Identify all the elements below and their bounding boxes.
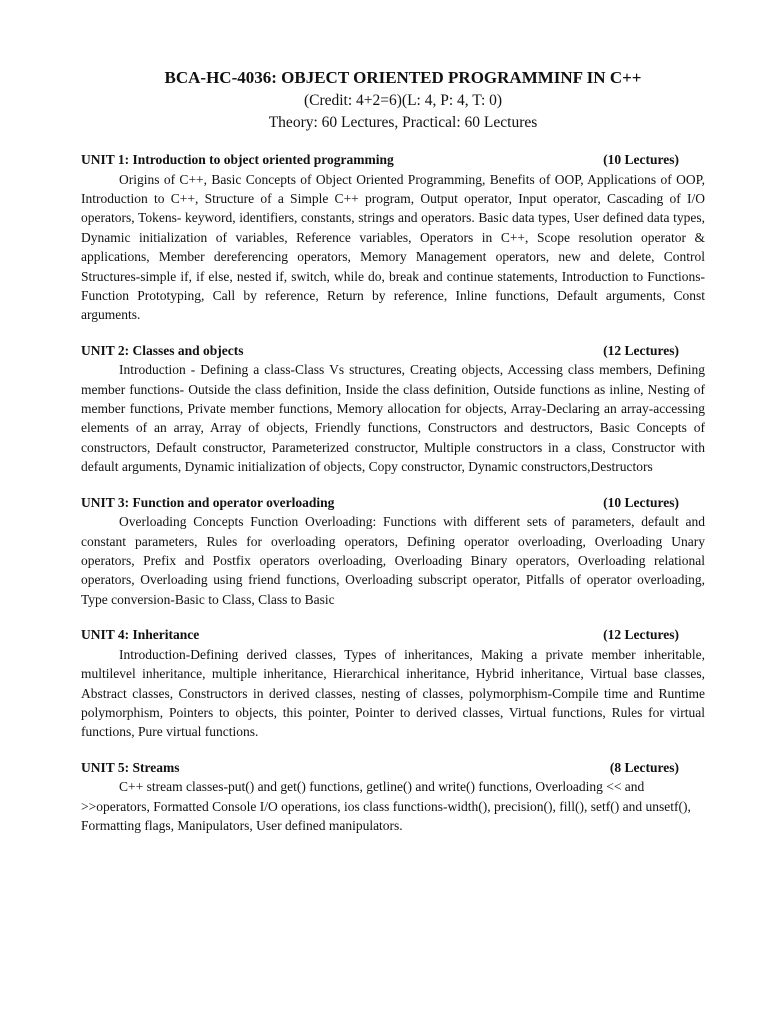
unit-1-body: Origins of C++, Basic Concepts of Object Oriented Programming, Benefits of OOP, Applications of OOP, Introduction to C++, Structure of a Simple C++ program, Output operator, Input operator, Cascading of I/O operators, Tokens- keyword, identifiers, constants, strings and operators. Basic data types, User defined data types, Dynamic initialization of variables, Reference variables, Operators in C++, Scope resolution operator & applications, Member dereferencing operators, Memory Management operators, new and delete, Control Structures-simple if, if else, nested if, switch, while do, break and continue statements, Introduction to Functions-Function Prototyping, Call by reference, Return by reference, Inline functions, Default arguments, Const arguments.: [81, 171, 705, 323]
unit-1-lectures: (10 Lectures): [603, 152, 679, 167]
unit-2-lectures: (12 Lectures): [603, 342, 679, 358]
unit-4-body: Introduction-Defining derived classes, Types of inheritances, Making a private member inheritable, multilevel inheritance, multiple inheritance, Hierarchical inheritance, Hybrid inheritance, Virtual base classes, Abstract classes, Constructors in derived classes, nesting of classes, polymorphism-Compile time and Runtime polymorphism, Pointers to objects, this pointer, Pointer to derived classes, Virtual functions, Rules for virtual functions, Pure virtual functions.: [81, 646, 705, 740]
credit-line: (Credit: 4+2=6)(L: 4, P: 4, T: 0): [303, 92, 503, 109]
unit-2-section: [81, 341, 705, 477]
unit-4-header: [81, 625, 705, 645]
unit-5-heading: UNIT 5: Streams: [81, 759, 180, 775]
unit-3-lectures: (10 Lectures): [603, 494, 679, 510]
syllabus-page: [81, 66, 705, 851]
unit-2-heading: UNIT 2: Classes and objects: [81, 342, 244, 358]
lectures-line: Theory: 60 Lectures, Practical: 60 Lectures: [268, 114, 538, 131]
unit-3-heading: UNIT 3: Function and operator overloading: [81, 494, 335, 510]
unit-1-heading: UNIT 1: Introduction to object oriented programming: [81, 152, 394, 167]
unit-5-header: [81, 758, 705, 778]
unit-5-lectures: (8 Lectures): [609, 759, 679, 775]
unit-3-section: [81, 493, 705, 610]
unit-4-section: [81, 625, 705, 742]
unit-1-section: [81, 150, 705, 325]
unit-3-body: Overloading Concepts Function Overloading: Functions with different sets of parameters, default and constant parameters, Rules for overloading operators, Defining operator overloading, Overloading Unary operators, Prefix and Postfix operators overloading, Overloading Binary operators, Overloading relational operators, Overloading using friend functions, Overloading subscript operator, Pitfalls of operator overloading, Type conversion-Basic to Class, Class to Basic: [81, 514, 705, 607]
unit-4-lectures: (12 Lectures): [603, 627, 679, 643]
unit-5-section: [81, 758, 705, 836]
unit-5-body: C++ stream classes-put() and get() functions, getline() and write() functions, Overloading << and >>operators, Formatted Console I/O operations, ios class functions-width(), precision(), fill(), setf() and unsetf(), Formatting flags, Manipulators, User defined manipulators.: [81, 779, 691, 834]
unit-2-body: Introduction - Defining a class-Class Vs structures, Creating objects, Accessing class members, Defining member functions- Outside the class definition, Inside the class definition, Outside functions as inline, Nesting of member functions, Private member functions, Memory allocation for objects, Array-Declaring an array-accessing elements of an array, Array of objects, Friendly functions, Constructors and destructors, Basic Concepts of constructors, Default constructor, Parameterized constructor, Multiple constructors in a class, Constructor with default arguments, Dynamic initialization of objects, Copy constructor, Dynamic constructors,Destructors: [81, 362, 705, 475]
unit-1-header: [81, 150, 705, 170]
unit-2-header: [81, 341, 705, 361]
unit-4-heading: UNIT 4: Inheritance: [81, 627, 200, 643]
course-title: BCA-HC-4036: OBJECT ORIENTED PROGRAMMINF IN C++: [164, 68, 642, 87]
unit-3-header: [81, 493, 705, 513]
